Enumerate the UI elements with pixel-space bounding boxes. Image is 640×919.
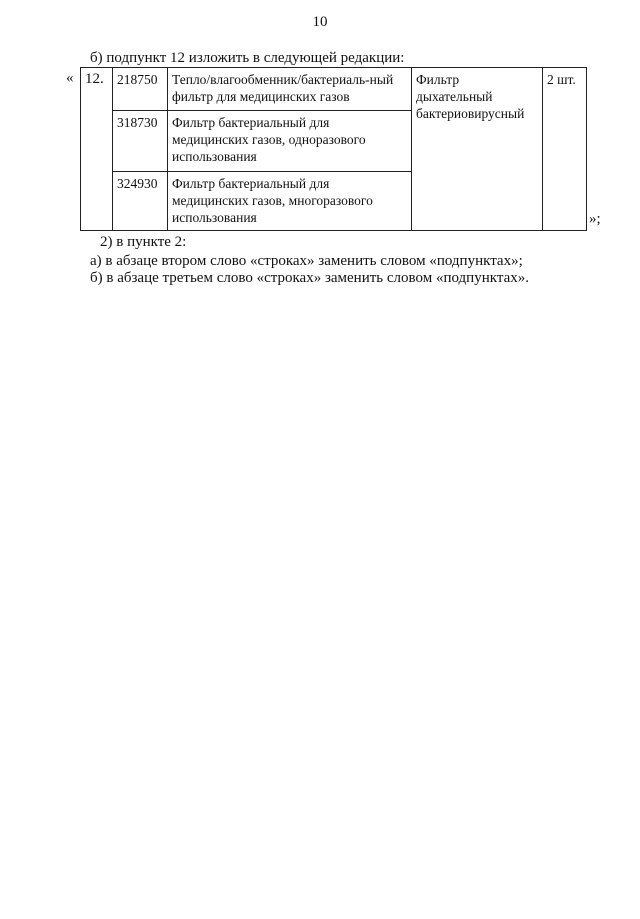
item-code: 218750	[113, 68, 168, 111]
quantity: 2 шт.	[543, 68, 587, 231]
paragraph: б) в абзаце третьем слово «строках» заменить словом «подпунктах».	[90, 270, 529, 286]
intro-text: б) подпункт 12 изложить в следующей редакции:	[90, 50, 405, 66]
page-number: 10	[312, 14, 328, 30]
specification-table	[80, 67, 587, 231]
row-number: 12.	[81, 68, 113, 231]
open-quote: «	[66, 70, 74, 86]
close-quote: »;	[589, 211, 601, 227]
item-name: Фильтр бактериальный для медицинских газов, многоразового использования	[168, 172, 412, 231]
item-code: 324930	[113, 172, 168, 231]
item-name: Фильтр бактериальный для медицинских газов, одноразового использования	[168, 111, 412, 172]
item-name: Тепло/влагообменник/бактериаль-ный фильтр для медицинских газов	[168, 68, 412, 111]
paragraph: а) в абзаце втором слово «строках» заменить словом «подпунктах»;	[90, 253, 523, 269]
item-code: 318730	[113, 111, 168, 172]
group-name: Фильтр дыхательный бактериовирусный	[412, 68, 543, 231]
table-row	[81, 68, 587, 111]
paragraph: 2) в пункте 2:	[100, 234, 187, 250]
